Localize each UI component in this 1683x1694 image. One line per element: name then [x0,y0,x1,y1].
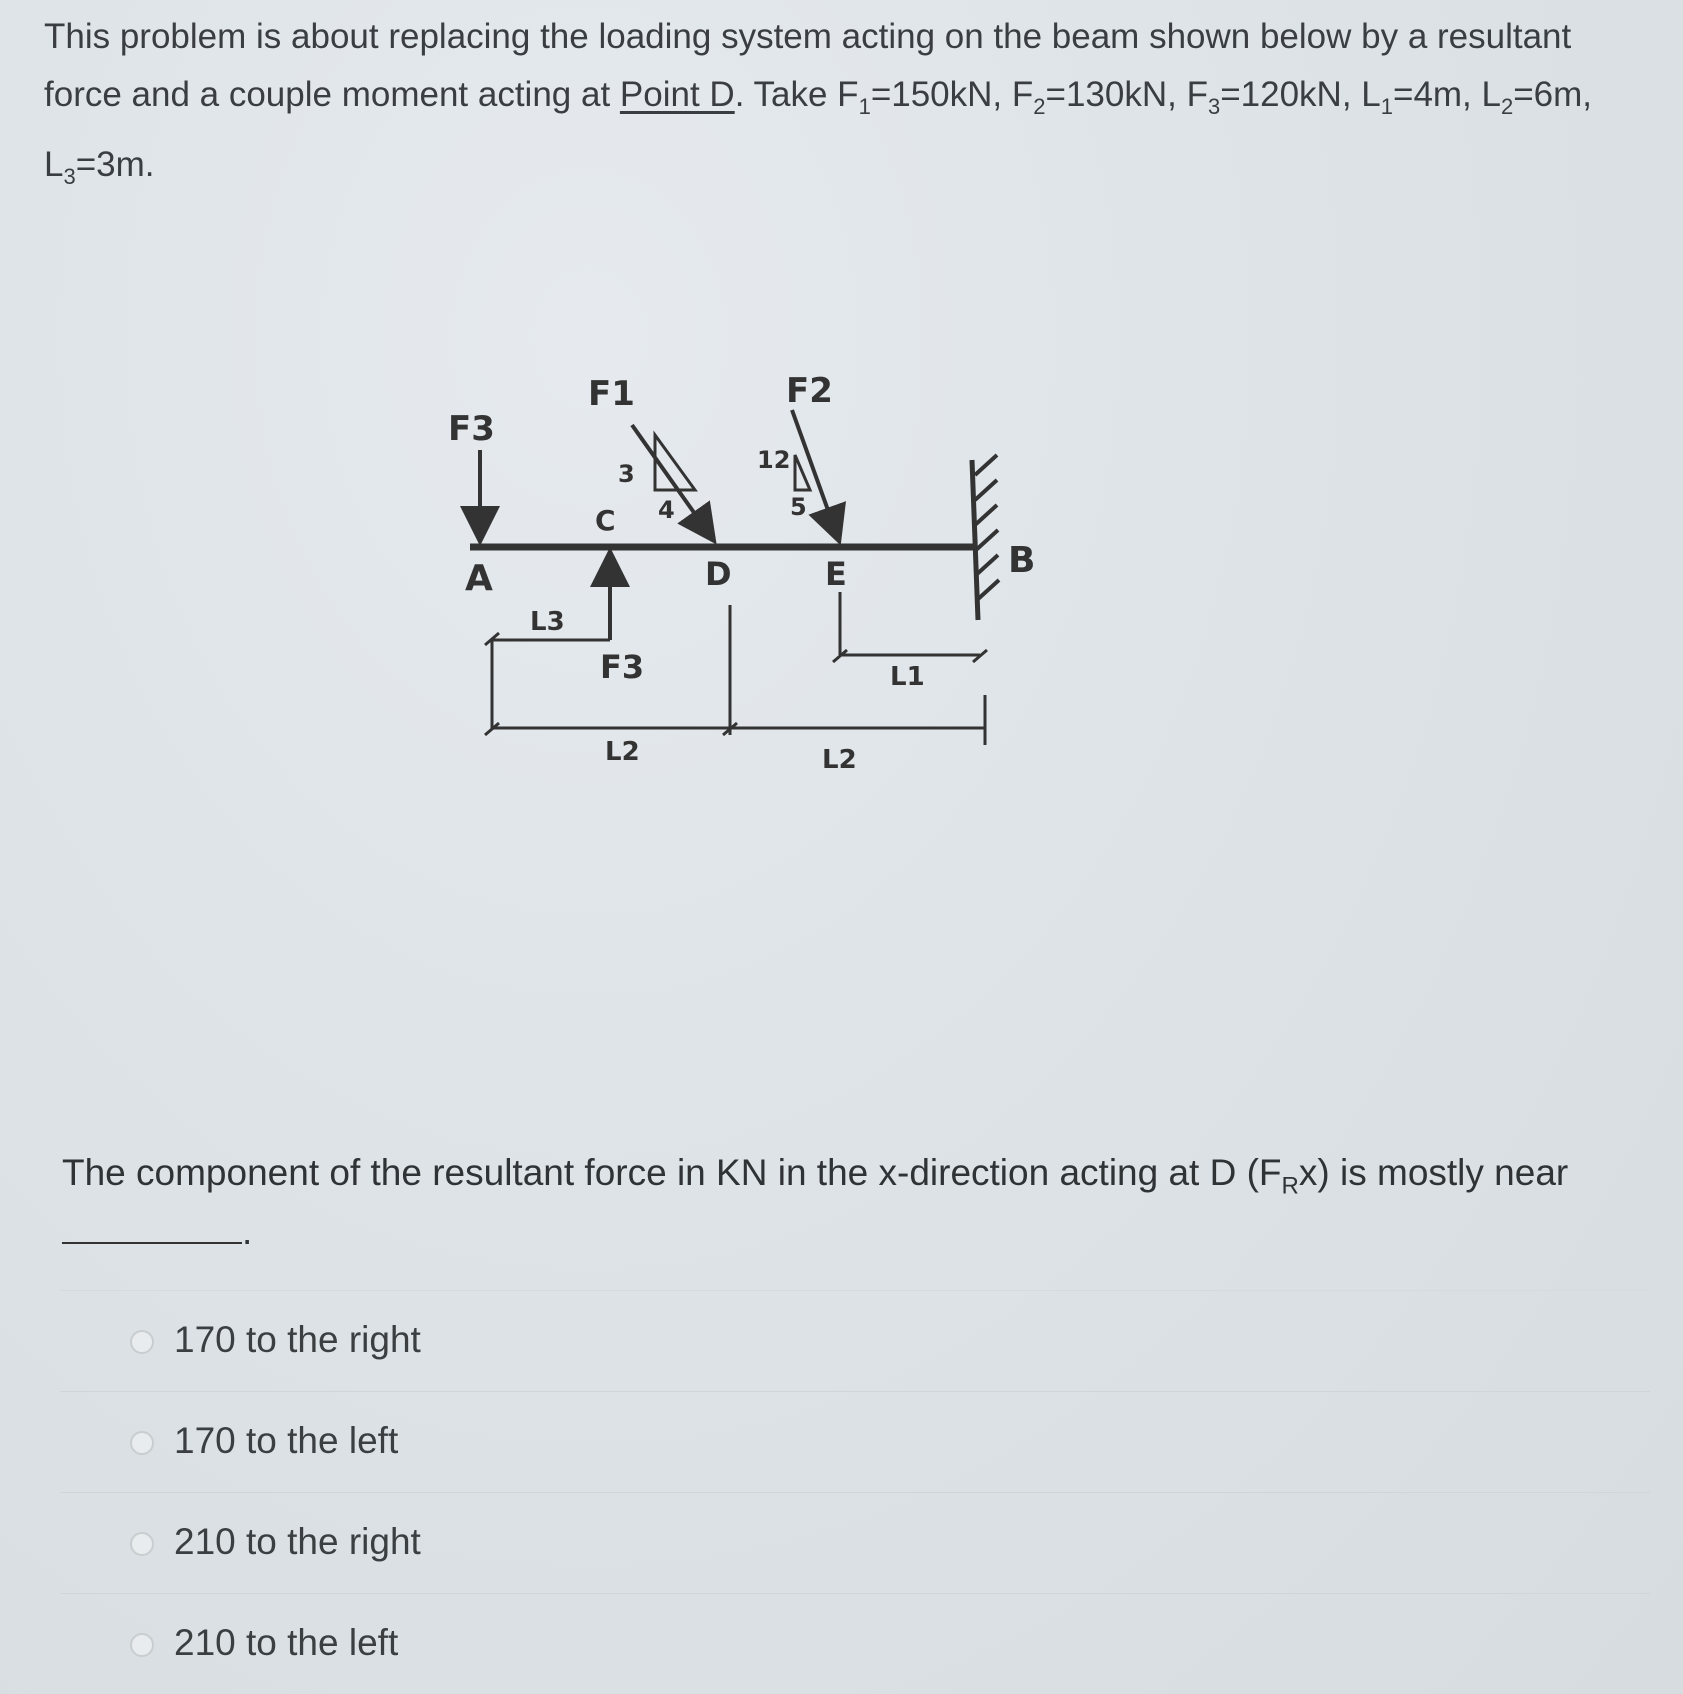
label-dim-l2-right: L2 [822,745,857,775]
radio-button[interactable] [130,1330,154,1354]
label-dim-l3: L3 [530,607,565,637]
label-point-e: E [825,555,847,593]
given-f2: $F_2=130kN$, [1011,75,1187,119]
fixed-wall-b [972,455,999,620]
problem-statement [44,8,1644,206]
label-point-c: C [595,504,616,537]
option-210-left[interactable] [60,1593,1650,1694]
beam-diagram [0,340,1683,800]
f1-slope-triangle [655,435,695,490]
given-f1: $F_1=150kN$, [837,75,1012,119]
label-slope1-4: 4 [658,496,675,524]
point-d-label: Point D [619,75,735,114]
option-label: 210 to the right [174,1521,421,1562]
given-f3: $F_3=120kN$, [1186,75,1362,119]
label-point-b: B [1008,540,1036,581]
label-dim-l1: L1 [890,662,925,692]
label-slope2-12: 12 [757,446,791,474]
answer-blank [62,1212,242,1244]
option-170-right[interactable] [60,1290,1650,1391]
option-label: 170 to the right [174,1319,421,1360]
label-f3-bottom: F3 [600,648,645,686]
label-point-a: A [465,558,493,599]
label-slope1-3: 3 [618,460,635,488]
given-l3: $L_3=3m$. [44,145,155,189]
problem-text: This problem is about replacing the loading system acting on the beam shown below by a resultant force and a couple moment acting at [44,17,1572,114]
radio-button[interactable] [130,1633,154,1657]
given-l1: $L_1=4m$, [1361,75,1482,119]
label-f1: F1 [588,374,635,414]
given-l2: $L_2=6m$, [1481,75,1593,119]
radio-button[interactable] [130,1532,154,1556]
answer-options [60,1290,1650,1694]
option-170-left[interactable] [60,1391,1650,1492]
label-point-d: D [705,555,732,593]
radio-button[interactable] [130,1431,154,1455]
label-f2: F2 [786,371,833,411]
label-f3-top: F3 [448,409,495,449]
option-label: 170 to the left [174,1420,399,1461]
option-210-right[interactable] [60,1492,1650,1593]
f2-slope-triangle [795,455,810,490]
label-dim-l2-left: L2 [605,737,640,767]
problem-text-take: . Take [734,75,838,114]
label-slope2-5: 5 [790,493,807,521]
question-text: The component of the resultant force in KN in the x-direction acting at D $(F_Rx)$ is mostly near. [62,1152,1569,1253]
option-label: 210 to the left [174,1622,399,1663]
